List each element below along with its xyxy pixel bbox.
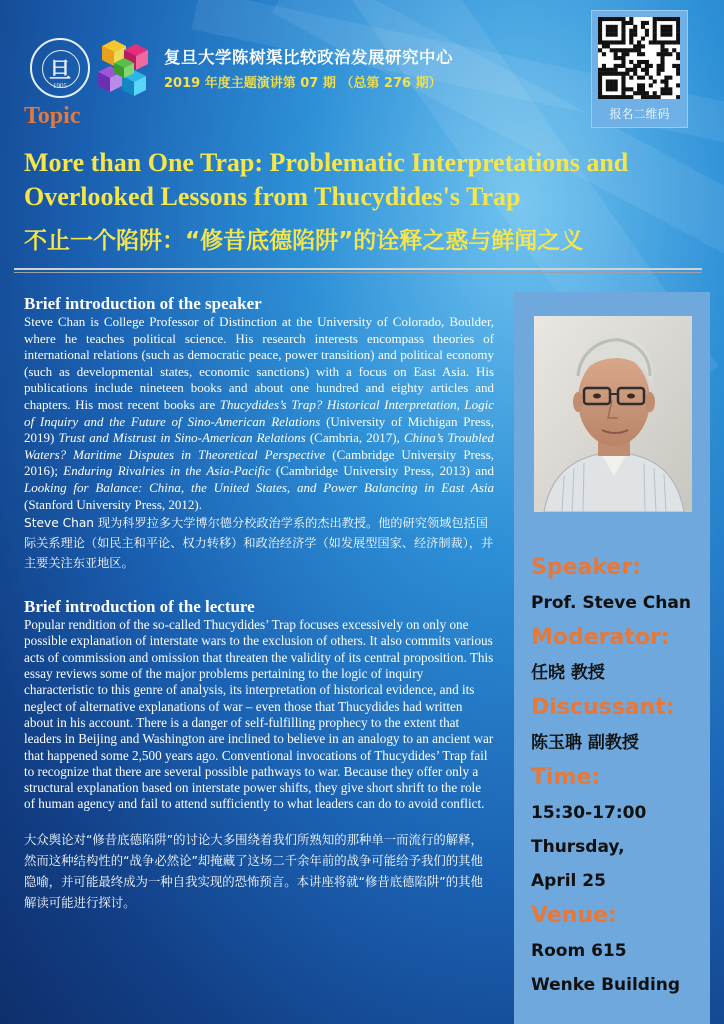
publisher: (Cambridge University Press, 2013) and — [270, 463, 494, 479]
bio-text: Steve Chan is College Professor of Distinction at the University of Colorado, Boulder, where he teaches political science. His research interests encompass theories of international relations (such as democratic peace, power transition) and political economy (such as developmental states, economic sanctions) with a focus on East Asia. His publications include nineteen books and about one hundred and eighty articles and chapters. His most recent books are — [24, 314, 494, 412]
lecture-abstract-cn: 大众舆论对“修昔底德陷阱”的讨论大多围绕着我们所熟知的那种单一而流行的解释，然而这种结构性的“战争必然论”却掩藏了这场二千余年前的战争可能给予我们的其他隐喻，并可能最终成为一种自我实现的恐怖预言。本讲座将就“修昔底德陷阱”的其他解读可能进行探讨。 — [24, 831, 483, 910]
speaker-bio-en — [24, 314, 494, 513]
lecture-title-en: More than One Trap: Problematic Interpretations and Overlooked Lessons from Thucydides's Trap — [24, 148, 629, 211]
discussant-name: 陈玉聃 副教授 — [531, 733, 639, 753]
qr-label: 报名二维码 — [609, 107, 670, 121]
speaker-name: Prof. Steve Chan — [531, 593, 691, 613]
lecture-title-cn: 不止一个陷阱：“修昔底德陷阱”的诠释之惑与鲜闻之义 — [24, 228, 584, 254]
divider-line — [14, 268, 702, 270]
moderator-label: Moderator: — [531, 625, 670, 650]
lecture-series-line: 2019 年度主题演讲第 07 期 （总第 276 期） — [164, 76, 442, 91]
speaker-photo — [534, 316, 692, 512]
publisher: (Stanford University Press, 2012). — [24, 496, 203, 512]
registration-qr-box[interactable] — [591, 10, 688, 128]
seal-glyph: 旦 — [48, 58, 71, 83]
event-day: Thursday, — [531, 837, 625, 857]
speaker-label: Speaker: — [531, 555, 641, 580]
qr-code-icon — [598, 17, 680, 99]
topic-label: Topic — [24, 103, 81, 129]
publisher: (University of Michigan Press, 2019) — [24, 413, 494, 446]
time-label: Time: — [531, 765, 601, 790]
venue-building: Wenke Building — [531, 975, 681, 995]
center-cube-logo — [96, 36, 154, 102]
event-date: April 25 — [531, 871, 606, 891]
left-column — [24, 294, 494, 913]
center-name: 复旦大学陈树渠比较政治发展研究中心 — [164, 48, 453, 67]
book-title: China’s Troubled Waters? Maritime Disputes in Theoretical Perspective — [24, 430, 495, 462]
divider-line-thin — [14, 272, 702, 273]
event-details — [531, 550, 709, 1002]
venue-label: Venue: — [531, 903, 617, 928]
venue-room: Room 615 — [531, 941, 627, 961]
event-time: 15:30-17:00 — [531, 803, 647, 823]
speaker-intro-heading: Brief introduction of the speaker — [24, 294, 262, 313]
discussant-label: Discussant: — [531, 695, 675, 720]
lecture-intro-heading: Brief introduction of the lecture — [24, 597, 255, 617]
moderator-name: 任晓 教授 — [531, 663, 605, 683]
seal-year: 1905 — [53, 82, 67, 90]
book-title: Trust and Mistrust in Sino-American Relations — [58, 430, 306, 446]
university-seal-logo — [30, 38, 90, 98]
book-title: Looking for Balance: China, the United States, and Power Balancing in East Asia — [24, 479, 494, 495]
lecture-abstract-en: Popular rendition of the so-called Thucydides’ Trap focuses excessively on only one possible explanation of interstate wars to the exclusion of others. It also commits various acts of commission and omission that threaten the validity of its central proposition. This essay reviews some of the major problems pertaining to the logic of inquiry characteristic to this genre of analysis, its interpretation of historical evidence, and its neglect of alternative explanations of war – even those that Thucydides had written about in his account. There is a danger of self-fulfilling prophecy to the extent that leaders in Beijing and Washington are inclined to believe in an analogy to an ancient war that happened some 2,500 years ago. Conventional invocations of Thucydides’ Trap fail to recognize that there are several possible pathways to war. Because they offer only a structural explanation based on interstate power shifts, they give short shrift to the role of human agency and fail to attend sufficiently to what leaders can do to avoid conflict. — [24, 617, 494, 812]
publisher: (Cambria, 2017), — [305, 430, 404, 446]
book-title: Thucydides’s Trap? Historical Interpretation, Logic of Inquiry and the Future of Sino-American Relations — [24, 396, 494, 429]
event-info-panel — [514, 292, 710, 1024]
book-title: Enduring Rivalries in the Asia-Pacific — [63, 463, 271, 479]
publisher: (Cambridge University Press, 2016); — [24, 446, 495, 479]
speaker-bio-cn: Steve Chan 现为科罗拉多大学博尔德分校政治学系的杰出教授。他的研究领域包括国际关系理论（如民主和平论、权力转移）和政治经济学（如发展型国家、经济制裁），并主要关注东亚地区。 — [24, 516, 494, 571]
